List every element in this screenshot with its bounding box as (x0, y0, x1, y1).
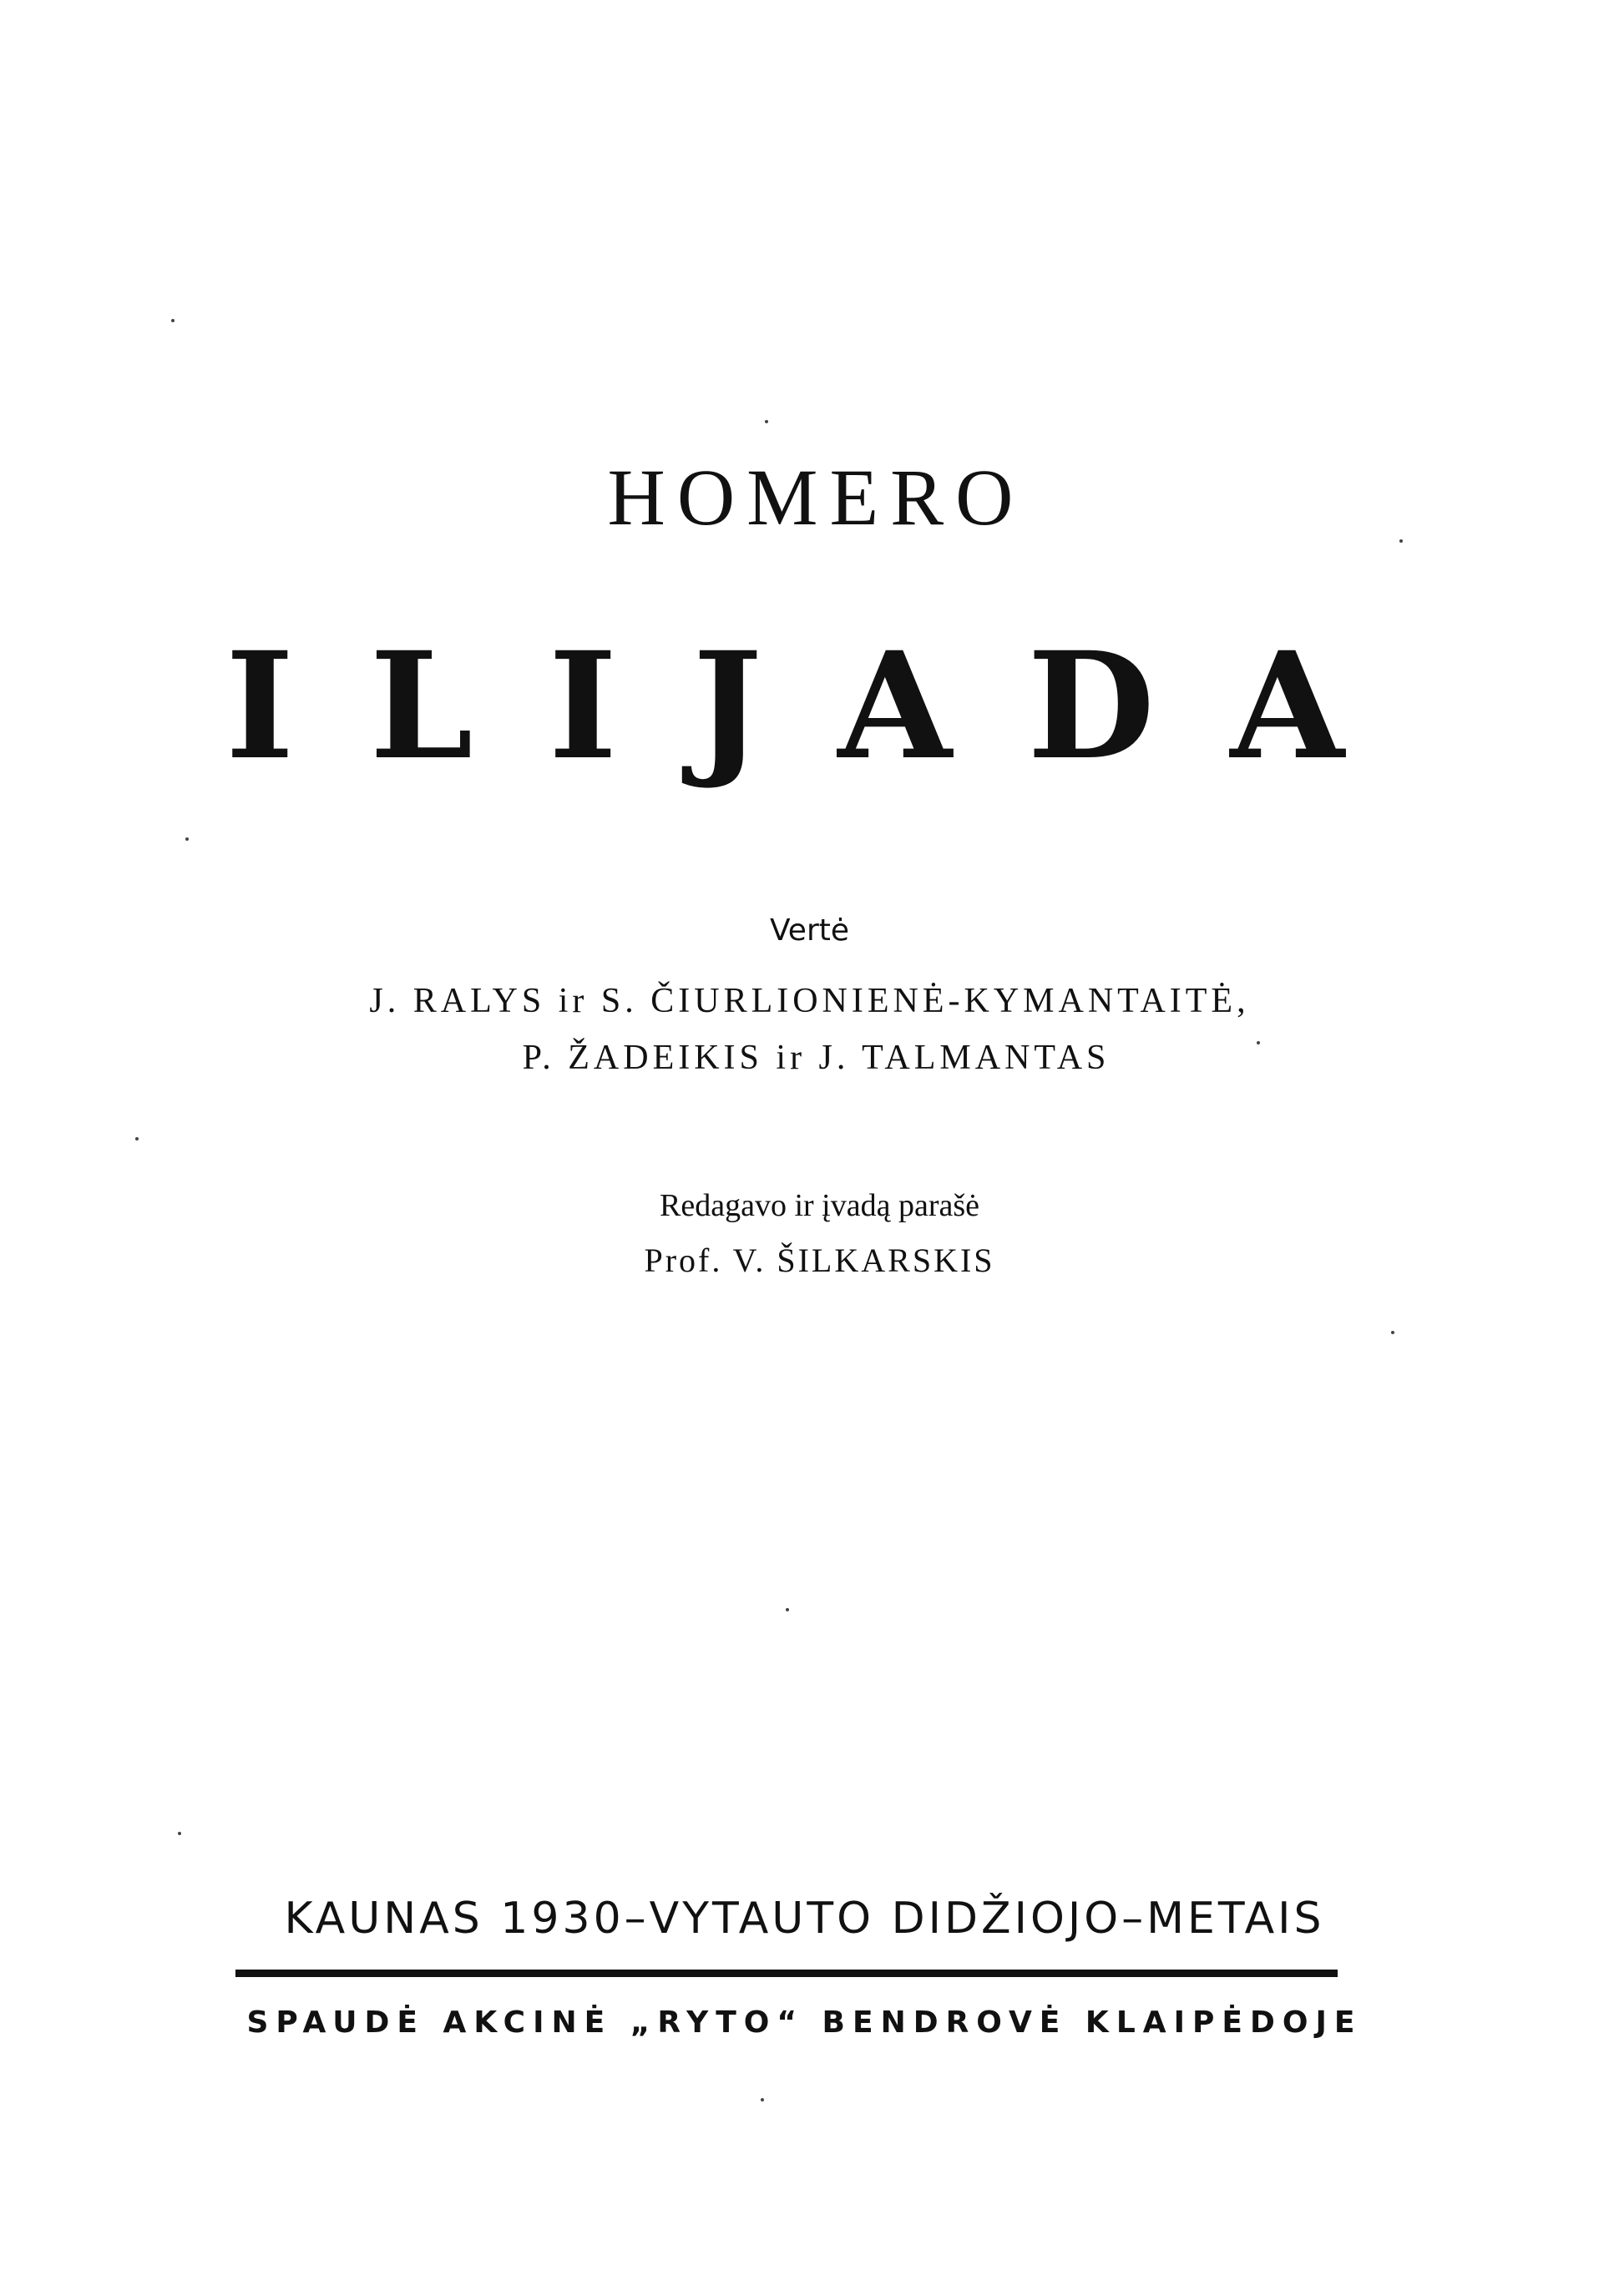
scan-speck (765, 420, 768, 423)
title-letter: A (837, 620, 952, 792)
title-letter: I (225, 620, 295, 792)
scan-speck (1257, 1041, 1260, 1044)
author-name: HOMERO (607, 453, 1025, 542)
scan-speck (178, 1832, 181, 1835)
scan-speck (1391, 1331, 1394, 1334)
editor-name: Prof. V. ŠILKARSKIS (644, 1242, 995, 1279)
scan-speck (135, 1137, 139, 1140)
title-letter: D (1027, 620, 1155, 792)
imprint-divider (235, 1970, 1338, 1977)
title-letter: L (369, 620, 473, 792)
scan-speck (761, 2098, 764, 2101)
edited-by-label: Redagavo ir įvadą parašė (660, 1188, 979, 1223)
scan-speck (171, 319, 175, 322)
translators-line-2: P. ŽADEIKIS ir J. TALMANTAS (522, 1039, 1111, 1077)
scan-speck (185, 837, 189, 841)
title-letter: J (692, 620, 762, 792)
title-letter: A (1230, 620, 1344, 792)
scan-speck (786, 1608, 789, 1611)
book-title (225, 620, 1344, 792)
title-letter: I (548, 620, 618, 792)
translators-line-1: J. RALYS ir S. ČIURLIONIENĖ-KYMANTAITĖ, (369, 982, 1250, 1020)
printer-line: SPAUDĖ AKCINĖ „RYTO“ BENDROVĖ KLAIPĖDOJE (246, 2005, 1363, 2040)
translated-by-label: Vertė (769, 913, 850, 948)
scan-speck (1399, 539, 1403, 543)
imprint-line: KAUNAS 1930–VYTAUTO DIDŽIOJO–METAIS (284, 1894, 1325, 1944)
